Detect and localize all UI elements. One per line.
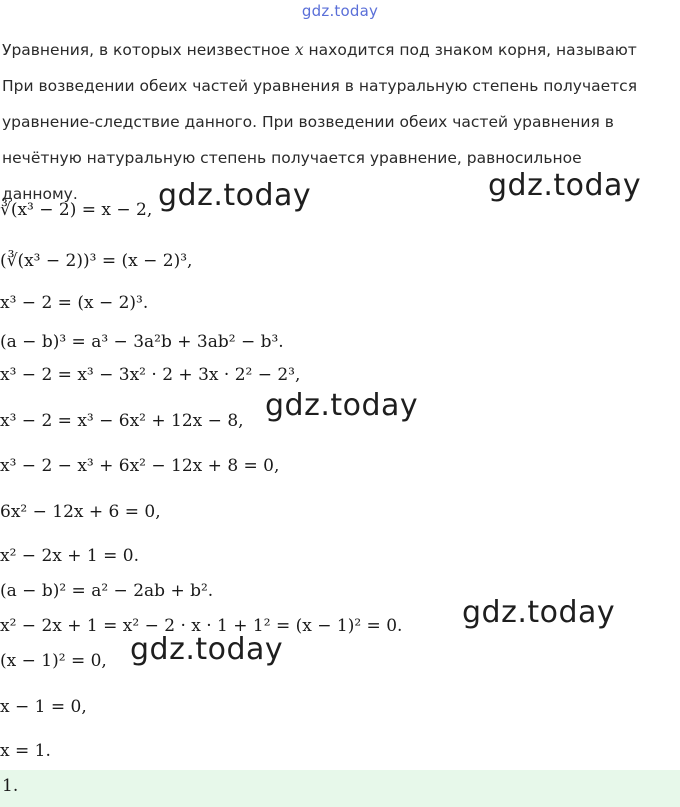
equation-12: (x − 1)² = 0, bbox=[0, 651, 107, 671]
intro-line-1-after: находится под знаком корня, называют bbox=[303, 41, 637, 59]
intro-line-3: уравнение-следствие данного. При возведении обеих частей уравнения в bbox=[2, 113, 614, 131]
equation-5: x³ − 2 = x³ − 3x² · 2 + 3x · 2² − 2³, bbox=[0, 365, 301, 385]
equation-1: ∛(x³ − 2) = x − 2, bbox=[0, 200, 153, 220]
intro-line-2: При возведении обеих частей уравнения в натуральную степень получается bbox=[2, 77, 638, 95]
watermark-1: gdz.today bbox=[158, 178, 312, 213]
equation-13: x − 1 = 0, bbox=[0, 697, 87, 717]
intro-variable-x: x bbox=[294, 41, 304, 59]
equation-14: x = 1. bbox=[0, 741, 51, 761]
site-header-watermark: gdz.today bbox=[301, 2, 379, 20]
equation-4: (a − b)³ = a³ − 3a²b + 3ab² − b³. bbox=[0, 332, 284, 352]
equation-8: 6x² − 12x + 6 = 0, bbox=[0, 502, 161, 522]
answer-text: 1. bbox=[2, 776, 19, 796]
equation-9: x² − 2x + 1 = 0. bbox=[0, 546, 139, 566]
intro-line-4: нечётную натуральную степень получается уравнение, равносильное bbox=[2, 149, 582, 167]
watermark-3: gdz.today bbox=[265, 388, 419, 423]
equation-7: x³ − 2 − x³ + 6x² − 12x + 8 = 0, bbox=[0, 456, 280, 476]
equation-3: x³ − 2 = (x − 2)³. bbox=[0, 293, 149, 313]
watermark-2: gdz.today bbox=[488, 168, 642, 203]
equation-11: x² − 2x + 1 = x² − 2 · x · 1 + 1² = (x − 1)² = 0. bbox=[0, 616, 403, 636]
equation-2: (∛(x³ − 2))³ = (x − 2)³, bbox=[0, 251, 193, 271]
intro-line-5: данному. bbox=[2, 185, 78, 203]
watermark-5: gdz.today bbox=[130, 632, 284, 667]
watermark-4: gdz.today bbox=[462, 595, 616, 630]
equation-10: (a − b)² = a² − 2ab + b². bbox=[0, 581, 214, 601]
intro-line-1-before: Уравнения, в которых неизвестное bbox=[2, 41, 295, 59]
intro-line-1 bbox=[2, 32, 678, 68]
equation-6: x³ − 2 = x³ − 6x² + 12x − 8, bbox=[0, 411, 244, 431]
answer-bar bbox=[0, 770, 680, 807]
